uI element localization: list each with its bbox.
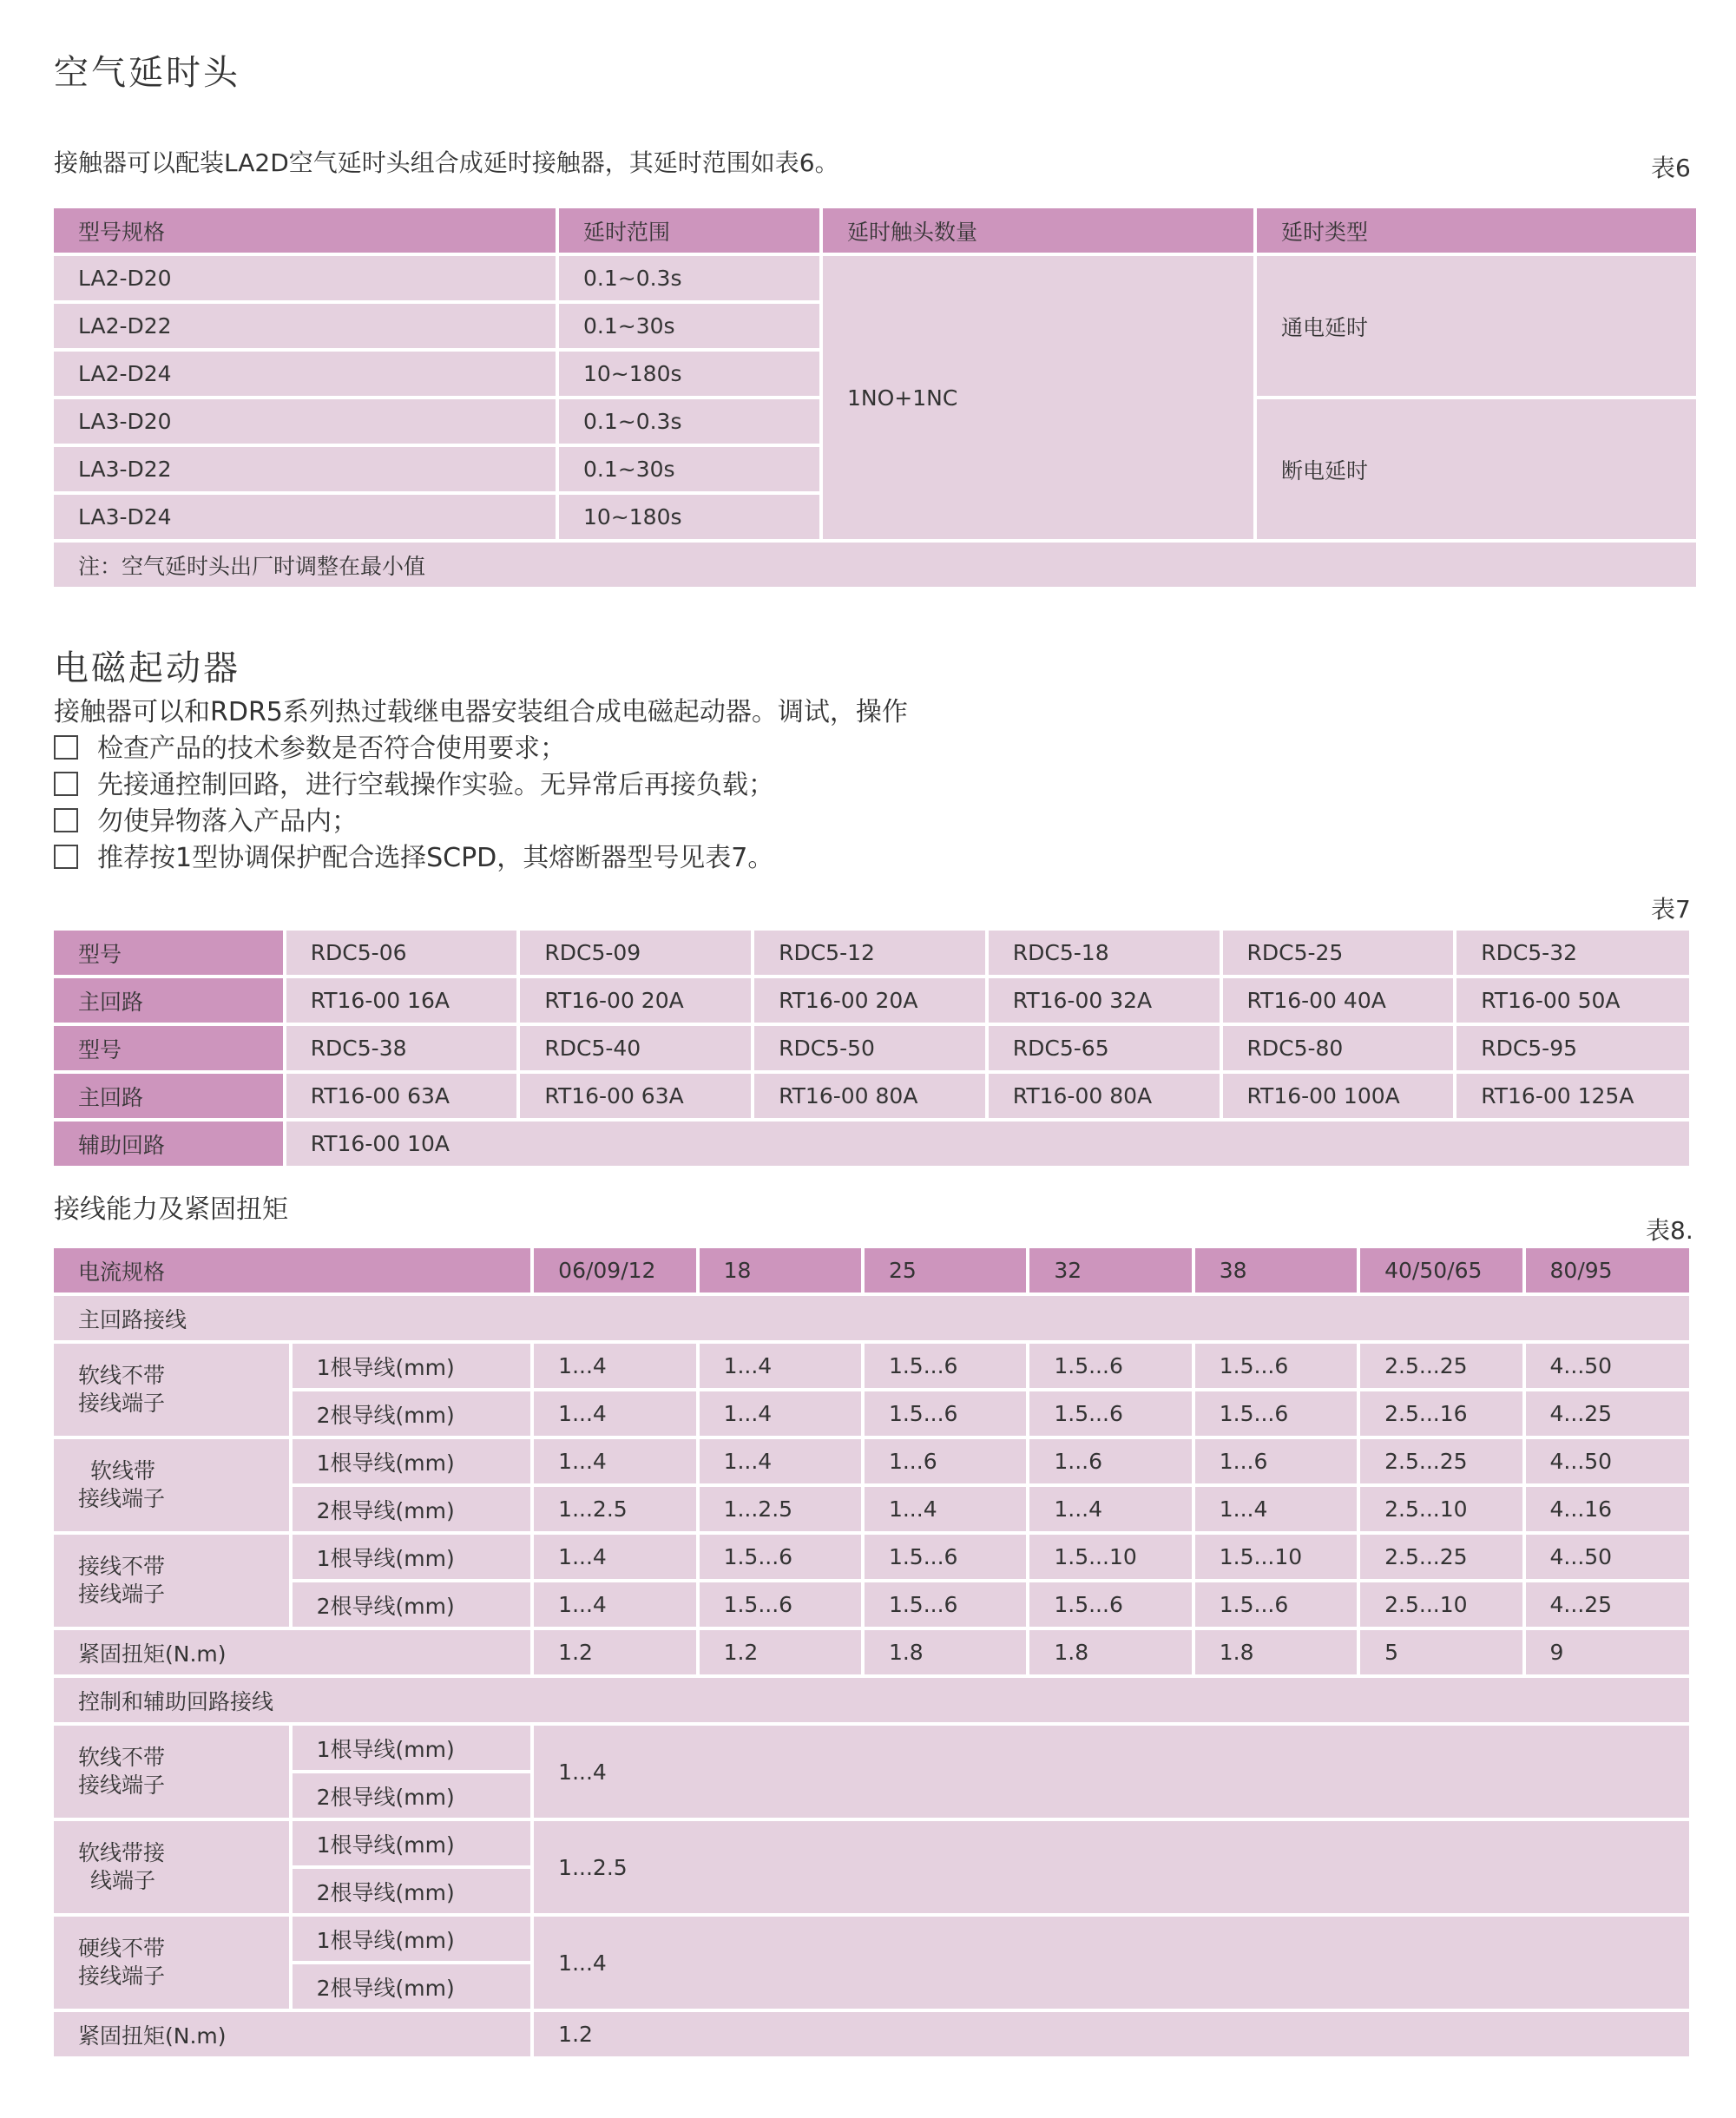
t8-cell: 1.5...6 [865, 1391, 1026, 1436]
t8-cell: 5 [1360, 1630, 1522, 1674]
t6-model: LA2-D22 [54, 304, 556, 348]
checklist-item: 勿使异物落入产品内； [54, 804, 908, 840]
t8-cell: 1.5...10 [1029, 1535, 1191, 1579]
t8-cell: 1.5...6 [700, 1535, 861, 1579]
t8-cell: 2.5...25 [1360, 1439, 1522, 1483]
t8-cell: 1...4 [700, 1439, 861, 1483]
table8 [50, 1245, 1693, 2060]
t8-cell: 1...2.5 [534, 1487, 695, 1531]
t6-model: LA3-D22 [54, 447, 556, 491]
t8-cell: 1...2.5 [700, 1487, 861, 1531]
t8-header-col: 06/09/12 [534, 1248, 695, 1293]
t8-cell: 4...50 [1526, 1439, 1689, 1483]
t7-model: RDC5-95 [1457, 1026, 1689, 1070]
t8-cell: 1.5...6 [865, 1535, 1026, 1579]
t8-wire-label: 2根导线(mm) [293, 1391, 531, 1436]
t7-main: RT16-00 63A [520, 1074, 751, 1118]
t8-cell: 1...4 [700, 1344, 861, 1388]
checkbox-icon [54, 772, 78, 796]
t8-cell: 1.2 [534, 1630, 695, 1674]
t7-model: RDC5-25 [1223, 931, 1454, 975]
t6-range: 10~180s [559, 495, 819, 539]
t8-group-label: 软线不带 接线端子 [54, 1344, 289, 1436]
t8-cell: 1...6 [1029, 1439, 1191, 1483]
t8-wire-label: 1根导线(mm) [293, 1535, 531, 1579]
t8-wire-label: 1根导线(mm) [293, 1726, 531, 1770]
t8-cell: 1.2 [700, 1630, 861, 1674]
t8-cell: 2.5...25 [1360, 1344, 1522, 1388]
checklist-item: 检查产品的技术参数是否符合使用要求； [54, 731, 908, 767]
checkbox-icon [54, 808, 78, 832]
t6-type-on: 通电延时 [1257, 256, 1696, 396]
t7-model: RDC5-32 [1457, 931, 1689, 975]
t7-model: RDC5-18 [989, 931, 1220, 975]
t6-header-contacts: 延时触头数量 [823, 208, 1253, 253]
t7-model: RDC5-38 [286, 1026, 517, 1070]
t8-group-label: 接线不带 接线端子 [54, 1535, 289, 1627]
t8-cell: 1...4 [1195, 1487, 1357, 1531]
t6-range: 0.1~30s [559, 304, 819, 348]
t8-ctrl-value: 1...4 [534, 1726, 1689, 1818]
t8-ctrl-section: 控制和辅助回路接线 [54, 1678, 1689, 1722]
t8-ctrl-value: 1...4 [534, 1917, 1689, 2009]
t8-cell: 1...4 [534, 1582, 695, 1627]
t6-header-type: 延时类型 [1257, 208, 1696, 253]
t7-label-main: 主回路 [54, 1074, 283, 1118]
t8-cell: 1.5...6 [1029, 1582, 1191, 1627]
t8-cell: 4...50 [1526, 1344, 1689, 1388]
t8-cell: 1.8 [1195, 1630, 1357, 1674]
t7-label-aux: 辅助回路 [54, 1121, 283, 1166]
t8-header-col: 80/95 [1526, 1248, 1689, 1293]
checklist-item: 推荐按1型协调保护配合选择SCPD，其熔断器型号见表7。 [54, 840, 908, 877]
t8-header-col: 18 [700, 1248, 861, 1293]
t8-cell: 2.5...16 [1360, 1391, 1522, 1436]
t8-cell: 2.5...25 [1360, 1535, 1522, 1579]
t8-ctrl-value: 1...2.5 [534, 1821, 1689, 1913]
t6-range: 0.1~0.3s [559, 256, 819, 300]
t6-range: 10~180s [559, 352, 819, 396]
t8-cell: 4...25 [1526, 1391, 1689, 1436]
t8-cell: 1.5...6 [1195, 1582, 1357, 1627]
t8-header-col: 32 [1029, 1248, 1191, 1293]
t6-model: LA2-D20 [54, 256, 556, 300]
t7-model: RDC5-09 [520, 931, 751, 975]
t6-range: 0.1~30s [559, 447, 819, 491]
t8-wire-label: 1根导线(mm) [293, 1439, 531, 1483]
t7-model: RDC5-80 [1223, 1026, 1454, 1070]
t7-main: RT16-00 80A [754, 1074, 985, 1118]
t7-model: RDC5-40 [520, 1026, 751, 1070]
t8-cell: 1.5...6 [700, 1582, 861, 1627]
t8-cell: 1...6 [1195, 1439, 1357, 1483]
t8-cell: 1.5...6 [1195, 1344, 1357, 1388]
t8-ctrl-torque: 1.2 [534, 2012, 1689, 2056]
t8-cell: 1.5...6 [865, 1344, 1026, 1388]
t8-cell: 1.8 [865, 1630, 1026, 1674]
t8-cell: 4...25 [1526, 1582, 1689, 1627]
section1-title: 空气延时头 [54, 53, 240, 93]
t8-cell: 1...4 [865, 1487, 1026, 1531]
table6 [50, 205, 1700, 590]
t8-cell: 1.8 [1029, 1630, 1191, 1674]
t8-cell: 1...4 [534, 1391, 695, 1436]
t6-range: 0.1~0.3s [559, 399, 819, 444]
t7-main: RT16-00 32A [989, 978, 1220, 1023]
section2-text [54, 694, 908, 877]
t6-header-model: 型号规格 [54, 208, 556, 253]
t8-main-section: 主回路接线 [54, 1296, 1689, 1340]
t8-cell: 1.5...10 [1195, 1535, 1357, 1579]
t8-ctrl-group-label: 软线带接 线端子 [54, 1821, 289, 1913]
t8-cell: 1.5...6 [865, 1582, 1026, 1627]
t8-cell: 1...6 [865, 1439, 1026, 1483]
t6-contacts: 1NO+1NC [823, 256, 1253, 539]
t8-wire-label: 1根导线(mm) [293, 1917, 531, 1961]
table6-label: 表6 [1651, 154, 1691, 182]
t8-cell: 1...4 [534, 1439, 695, 1483]
t7-main: RT16-00 40A [1223, 978, 1454, 1023]
t8-header-col: 40/50/65 [1360, 1248, 1522, 1293]
checklist-item: 先接通控制回路，进行空载操作实验。无异常后再接负载； [54, 767, 908, 804]
checkbox-icon [54, 735, 78, 760]
t8-group-label: 软线带 接线端子 [54, 1439, 289, 1531]
t8-ctrl-group-label: 软线不带 接线端子 [54, 1726, 289, 1818]
t7-label-model: 型号 [54, 1026, 283, 1070]
t6-model: LA3-D24 [54, 495, 556, 539]
section3-title: 接线能力及紧固扭矩 [54, 1194, 288, 1225]
t8-cell: 1...4 [534, 1535, 695, 1579]
t8-cell: 4...50 [1526, 1535, 1689, 1579]
t6-type-off: 断电延时 [1257, 399, 1696, 539]
t8-ctrl-group-label: 硬线不带 接线端子 [54, 1917, 289, 2009]
t7-main: RT16-00 16A [286, 978, 517, 1023]
t7-model: RDC5-50 [754, 1026, 985, 1070]
t7-model: RDC5-06 [286, 931, 517, 975]
t7-main: RT16-00 63A [286, 1074, 517, 1118]
t6-note: 注：空气延时头出厂时调整在最小值 [54, 543, 1696, 587]
t8-cell: 2.5...10 [1360, 1582, 1522, 1627]
t8-wire-label: 1根导线(mm) [293, 1344, 531, 1388]
t7-main: RT16-00 50A [1457, 978, 1689, 1023]
t8-cell: 1...4 [700, 1391, 861, 1436]
t7-main: RT16-00 20A [754, 978, 985, 1023]
t8-torque-label: 紧固扭矩(N.m) [54, 1630, 530, 1674]
t8-header-col: 25 [865, 1248, 1026, 1293]
t7-main: RT16-00 80A [989, 1074, 1220, 1118]
t8-wire-label: 1根导线(mm) [293, 1821, 531, 1865]
t8-wire-label: 2根导线(mm) [293, 1773, 531, 1818]
table7 [50, 927, 1693, 1169]
section2-title: 电磁起动器 [54, 648, 240, 688]
t6-model: LA3-D20 [54, 399, 556, 444]
t7-label-main: 主回路 [54, 978, 283, 1023]
t8-cell: 1.5...6 [1029, 1391, 1191, 1436]
t8-cell: 2.5...10 [1360, 1487, 1522, 1531]
t6-model: LA2-D24 [54, 352, 556, 396]
t8-header-label: 电流规格 [54, 1248, 530, 1293]
t8-cell: 4...16 [1526, 1487, 1689, 1531]
t8-ctrl-torque-label: 紧固扭矩(N.m) [54, 2012, 530, 2056]
t7-main: RT16-00 100A [1223, 1074, 1454, 1118]
t8-cell: 1.5...6 [1029, 1344, 1191, 1388]
t8-cell: 1...4 [1029, 1487, 1191, 1531]
t8-wire-label: 2根导线(mm) [293, 1487, 531, 1531]
t8-wire-label: 2根导线(mm) [293, 1964, 531, 2009]
t7-model: RDC5-65 [989, 1026, 1220, 1070]
t8-cell: 1.5...6 [1195, 1391, 1357, 1436]
t7-main: RT16-00 20A [520, 978, 751, 1023]
t7-model: RDC5-12 [754, 931, 985, 975]
section1-intro: 接触器可以配装LA2D空气延时头组合成延时接触器，其延时范围如表6。 [54, 148, 839, 177]
table8-label: 表8. [1646, 1216, 1693, 1245]
t7-aux: RT16-00 10A [286, 1121, 1689, 1166]
t7-label-model: 型号 [54, 931, 283, 975]
t8-wire-label: 2根导线(mm) [293, 1582, 531, 1627]
t8-header-col: 38 [1195, 1248, 1357, 1293]
t8-cell: 9 [1526, 1630, 1689, 1674]
checkbox-icon [54, 845, 78, 869]
t8-wire-label: 2根导线(mm) [293, 1869, 531, 1913]
t8-cell: 1...4 [534, 1344, 695, 1388]
t6-header-range: 延时范围 [559, 208, 819, 253]
section2-intro: 接触器可以和RDR5系列热过载继电器安装组合成电磁起动器。调试，操作 [54, 697, 908, 727]
t7-main: RT16-00 125A [1457, 1074, 1689, 1118]
table7-label: 表7 [1651, 895, 1691, 924]
